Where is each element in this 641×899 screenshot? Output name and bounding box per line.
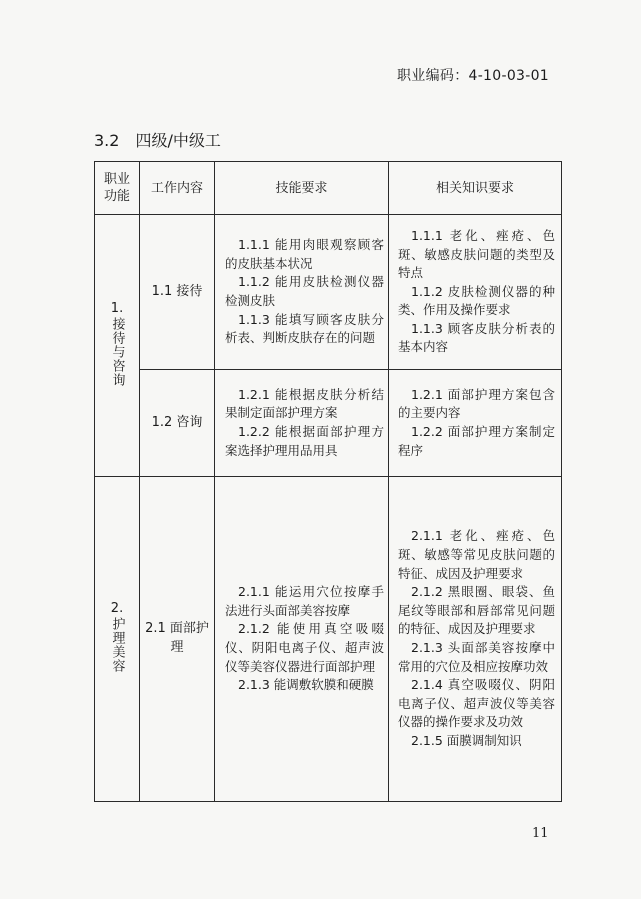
skill-item: 1.1.3 能填写顾客皮肤分析表、判断皮肤存在的问题: [225, 311, 384, 346]
skills-cell: [215, 215, 389, 370]
skills-cell: [215, 477, 389, 802]
table-row: [95, 477, 562, 802]
header-skill-requirements: 技能要求: [215, 162, 389, 215]
knowledge-item: 2.1.2 黑眼圈、眼袋、鱼尾纹等眼部和唇部常见问题的特征、成因及护理要求: [398, 584, 555, 637]
knowledge-cell: [389, 477, 562, 802]
knowledge-item: 1.1.2 皮肤检测仪器的种类、作用及操作要求: [398, 283, 555, 318]
knowledge-cell: [389, 370, 562, 477]
skills-cell: [215, 370, 389, 477]
knowledge-item: 2.1.5 面膜调制知识: [411, 732, 522, 748]
skill-item: 2.1.1 能运用穴位按摩手法进行头面部美容按摩: [225, 584, 384, 618]
knowledge-item: 1.2.2 面部护理方案制定程序: [398, 424, 555, 458]
table-row: [95, 215, 562, 370]
occupation-code: 职业编码：4-10-03-01: [397, 68, 550, 84]
work-content-cell: 1.2 咨询: [140, 370, 215, 477]
knowledge-item: 2.1.4 真空吸啜仪、阴阳电离子仪、超声波仪等美容仪器的操作要求及功效: [398, 677, 555, 730]
header-work-content: 工作内容: [140, 162, 215, 215]
skill-item: 2.1.3 能调敷软膜和硬膜: [238, 677, 374, 693]
skill-item: 2.1.2 能使用真空吸啜仪、阴阳电离子仪、超声波仪等美容仪器进行面部护理: [225, 621, 384, 674]
skill-item: 1.1.1 能用肉眼观察顾客的皮肤基本状况: [225, 237, 384, 271]
skill-item: 1.2.1 能根据皮肤分析结果制定面部护理方案: [225, 386, 384, 421]
skills-table: [94, 161, 562, 802]
skill-item: 1.1.2 能用皮肤检测仪器检测皮肤: [225, 274, 384, 308]
skill-item: 1.2.2 能根据面部护理方案选择护理用品用具: [225, 424, 384, 458]
work-content-cell: 1.1 接待: [140, 215, 215, 370]
table-row: [95, 370, 562, 477]
function-cell: [95, 477, 140, 802]
section-title: 3.2 四级/中级工: [94, 131, 221, 150]
function-cell: [95, 215, 140, 477]
function-number: 1.: [110, 300, 124, 316]
knowledge-cell: [389, 215, 562, 370]
header-function: 职业 功能: [95, 162, 140, 215]
page-number: 11: [532, 826, 549, 841]
function-name: 接待与咨询: [109, 316, 125, 387]
table-header-row: [95, 162, 562, 215]
knowledge-item: 1.2.1 面部护理方案包含的主要内容: [398, 386, 555, 421]
knowledge-item: 2.1.1 老化、痤疮、色斑、敏感等常见皮肤问题的特征、成因及护理要求: [398, 528, 555, 581]
knowledge-item: 1.1.3 顾客皮肤分析表的基本内容: [398, 320, 555, 355]
knowledge-item: 2.1.3 头面部美容按摩中常用的穴位及相应按摩功效: [398, 640, 555, 674]
knowledge-item: 1.1.1 老化、痤疮、色斑、敏感皮肤问题的类型及特点: [398, 227, 555, 281]
header-knowledge-requirements: 相关知识要求: [389, 162, 562, 215]
function-number: 2.: [110, 601, 124, 616]
work-content-cell: 2.1 面部护理: [140, 477, 215, 802]
function-name: 护理美容: [109, 617, 125, 673]
